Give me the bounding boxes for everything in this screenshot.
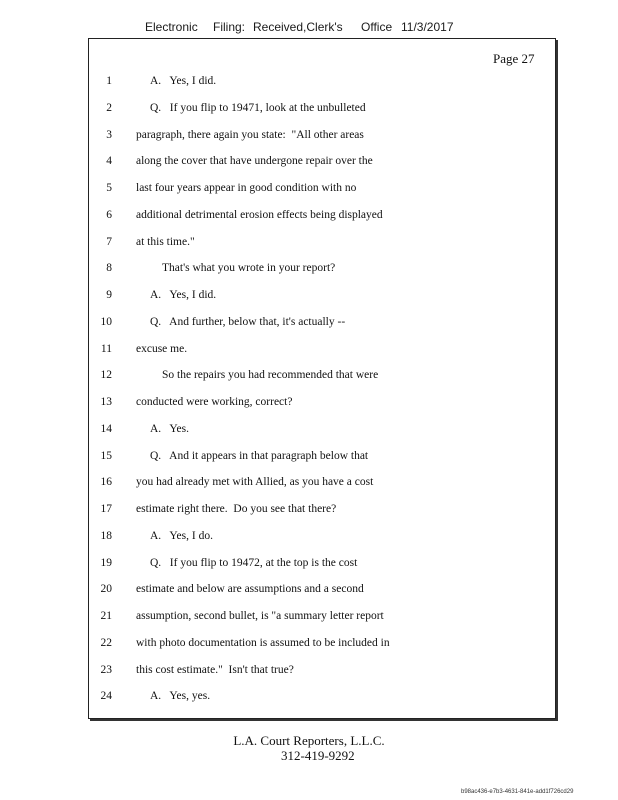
- transcript-line: [88, 366, 556, 384]
- line-number: 10: [100, 315, 112, 328]
- line-number: 15: [100, 449, 112, 462]
- line-text: A. Yes, I did.: [150, 289, 217, 301]
- line-text: excuse me.: [136, 342, 188, 355]
- line-text: Q. And it appears in that paragraph below that: [150, 449, 369, 462]
- line-number: 1: [106, 75, 112, 87]
- line-text: additional detrimental erosion effects being displayed: [136, 208, 383, 221]
- transcript-line: [88, 286, 556, 304]
- line-text: estimate and below are assumptions and a second: [136, 583, 364, 596]
- transcript-line: [88, 99, 556, 117]
- stamp-electronic: Electronic: [145, 20, 198, 34]
- transcript-line: [88, 72, 556, 90]
- line-number: 4: [106, 155, 112, 168]
- line-number: 14: [100, 422, 112, 435]
- transcript-line: [88, 447, 556, 465]
- line-text: Q. If you flip to 19471, look at the unbulleted: [150, 101, 366, 114]
- footer-company: L.A. Court Reporters, L.L.C.: [233, 733, 385, 748]
- transcript-line: [88, 527, 556, 545]
- line-number: 11: [100, 342, 112, 355]
- line-number: 12: [100, 369, 112, 382]
- transcript-line: [88, 126, 556, 144]
- line-text: So the repairs you had recommended that were: [162, 369, 379, 382]
- line-number: 9: [106, 289, 112, 301]
- transcript-line: [88, 634, 556, 652]
- line-number: 7: [106, 235, 112, 248]
- line-number: 21: [100, 610, 112, 622]
- line-text: Q. And further, below that, it's actually --: [150, 315, 346, 328]
- transcript-line: [88, 259, 556, 277]
- document-hash: b98ac436-e7b3-4631-841e-add1f726cd29: [461, 789, 574, 795]
- line-number: 3: [106, 128, 112, 141]
- page-number: Page 27: [493, 51, 535, 66]
- line-text: conducted were working, correct?: [136, 396, 293, 408]
- line-text: with photo documentation is assumed to be included in: [136, 636, 390, 649]
- line-text: A. Yes.: [150, 422, 189, 435]
- line-text: That's what you wrote in your report?: [162, 262, 336, 275]
- line-text: A. Yes, yes.: [150, 690, 211, 703]
- line-text: estimate right there. Do you see that there?: [136, 503, 337, 515]
- line-number: 2: [106, 101, 112, 114]
- line-number: 18: [100, 529, 112, 542]
- transcript-line: [88, 607, 556, 625]
- line-text: Q. If you flip to 19472, at the top is the cost: [150, 556, 358, 569]
- transcript-line: [88, 233, 556, 251]
- transcript-line: [88, 500, 556, 518]
- transcript-line: [88, 152, 556, 170]
- line-number: 6: [106, 208, 112, 221]
- transcript-line: [88, 420, 556, 438]
- line-text: A. Yes, I did.: [150, 75, 217, 87]
- transcript-line: [88, 179, 556, 197]
- line-number: 5: [106, 182, 112, 194]
- line-number: 24: [100, 690, 112, 703]
- stamp-received: Received,Clerk's: [253, 20, 343, 34]
- line-number: 17: [100, 503, 112, 515]
- line-number: 8: [106, 262, 112, 275]
- line-number: 22: [100, 636, 112, 649]
- line-text: last four years appear in good condition with no: [136, 182, 357, 194]
- stamp-date: 11/3/2017: [401, 20, 454, 34]
- transcript-line: [88, 473, 556, 491]
- line-number: 13: [100, 396, 112, 408]
- line-text: at this time.": [136, 235, 195, 248]
- transcript-line: [88, 313, 556, 331]
- transcript-line: [88, 393, 556, 411]
- transcript-line: [88, 340, 556, 358]
- transcript-line: [88, 554, 556, 572]
- line-number: 16: [100, 476, 112, 489]
- stamp-office: Office: [361, 20, 393, 34]
- line-text: paragraph, there again you state: "All other areas: [136, 128, 364, 141]
- footer-phone: 312-419-9292: [281, 748, 355, 763]
- transcript-line: [88, 206, 556, 224]
- line-number: 23: [100, 663, 112, 676]
- filing-stamp: [145, 20, 475, 36]
- line-text: along the cover that have undergone repair over the: [136, 155, 373, 168]
- line-text: assumption, second bullet, is "a summary letter report: [136, 610, 384, 622]
- transcript-line: [88, 580, 556, 598]
- line-number: 19: [100, 556, 112, 569]
- line-text: you had already met with Allied, as you have a cost: [136, 476, 374, 489]
- line-text: A. Yes, I do.: [150, 529, 213, 542]
- line-number: 20: [100, 583, 112, 596]
- line-text: this cost estimate." Isn't that true?: [136, 663, 294, 676]
- transcript-line: [88, 661, 556, 679]
- stamp-filing: Filing:: [213, 20, 246, 34]
- transcript-line: [88, 687, 556, 705]
